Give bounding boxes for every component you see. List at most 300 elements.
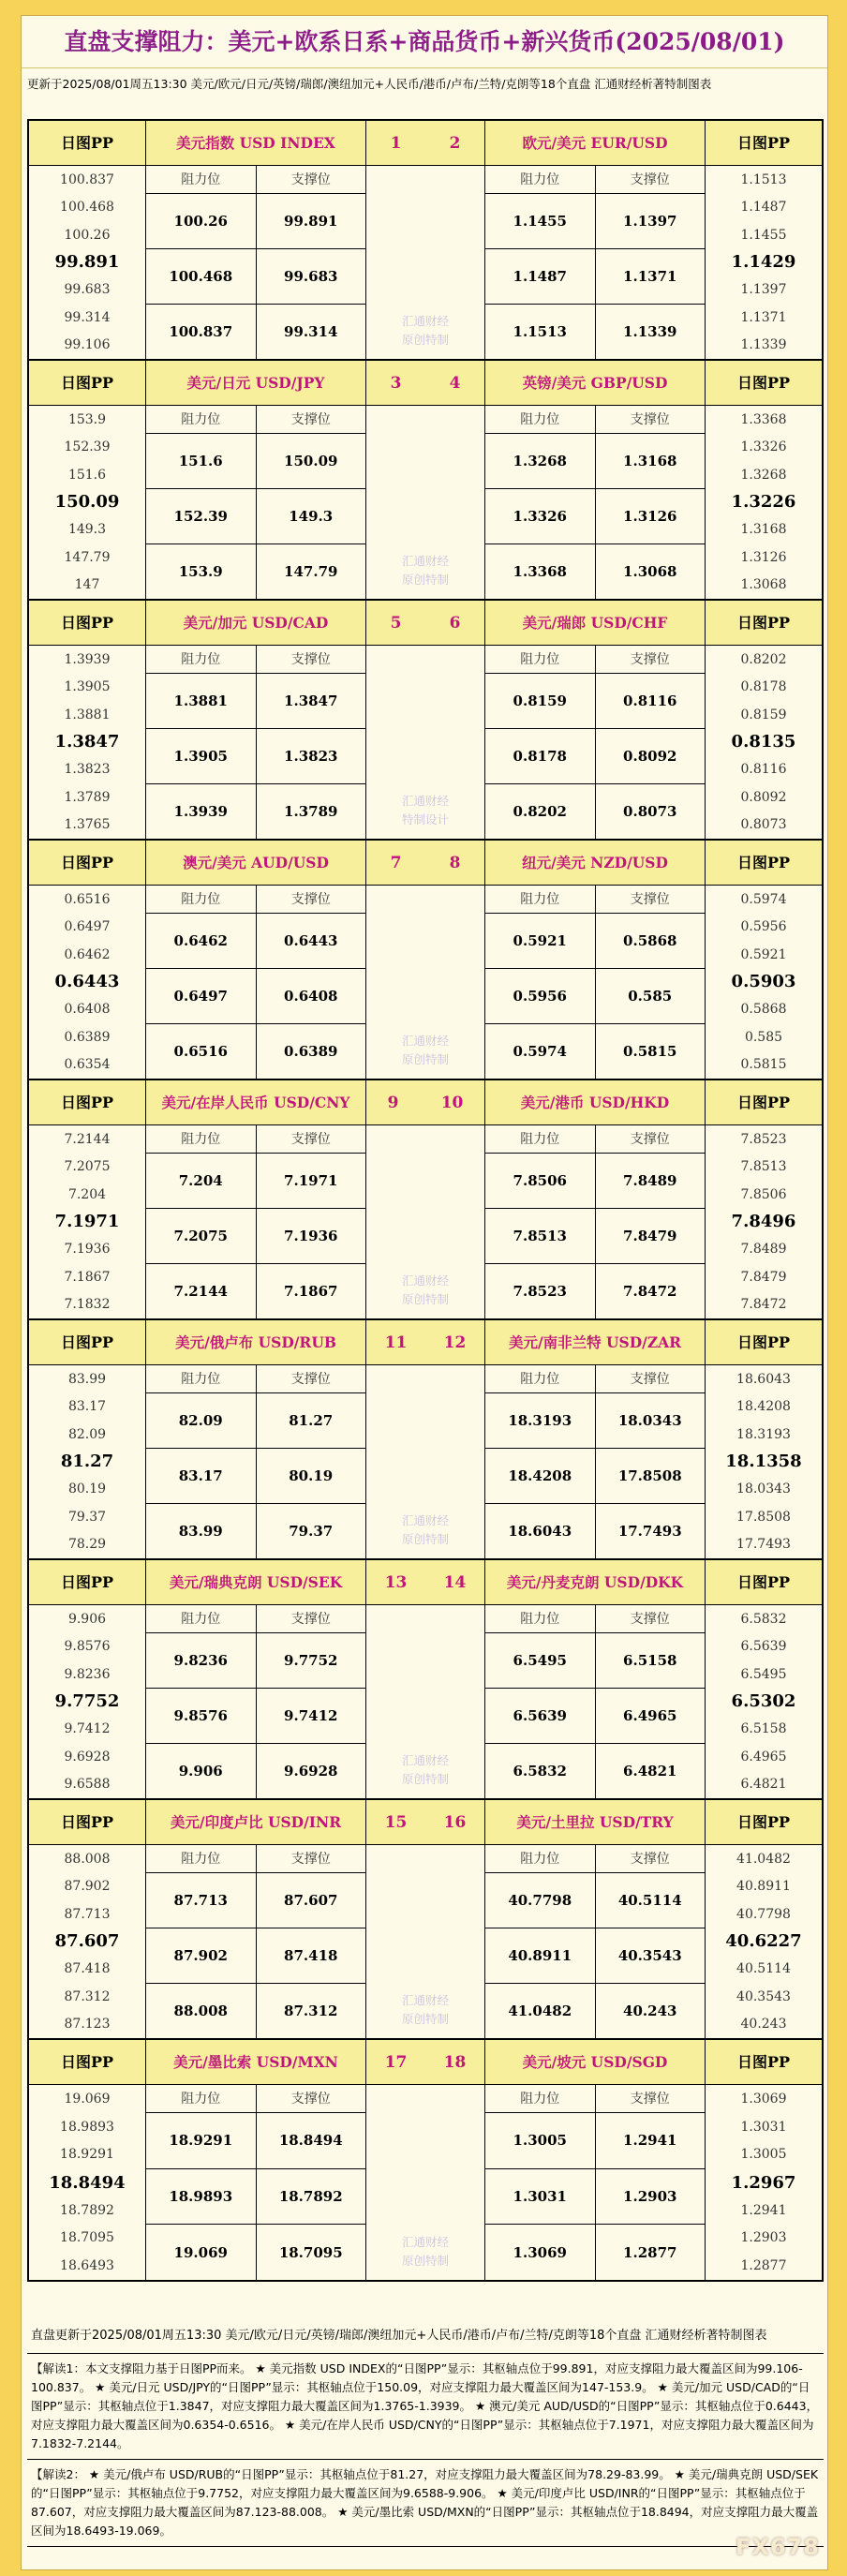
resistance-header: 阻力位 — [485, 886, 596, 913]
pair-name: 美元/坡元 USD/SGD — [485, 2040, 705, 2085]
pp-header: 日图PP — [29, 841, 145, 886]
pair-name: 美元/俄卢布 USD/RUB — [146, 1320, 365, 1365]
pp-level-value: 1.3031 — [740, 2119, 787, 2135]
note-2: 【解读2： ★ 美元/俄卢布 USD/RUB的“日图PP”显示：其枢轴点位于81.27，对应支撑阻力最大覆盖区间为78.29-83.99。 ★ 美元/瑞典克朗 USD/SEK的“日图PP”显示：其枢轴点位于9.7752，对应支撑阻力最大覆盖区间为9.6588-9.906。 ★ 美元/印度卢比 USD/INR的“日图PP”显示：其枢轴点位于87.607，对应支撑阻力最大覆盖区间为87.123-88.008。 ★ 美元/墨比索 USD/MXN的“日图PP”显示：其枢轴点位于18.8494，对应支撑阻力最大覆盖区间为18.6493-19.069。 — [27, 2460, 824, 2547]
level-row — [146, 1984, 365, 2038]
support-value: 1.2903 — [623, 2188, 677, 2205]
pp-level-value: 1.3168 — [740, 522, 787, 538]
center-body — [366, 646, 484, 839]
level-row — [485, 914, 705, 969]
resistance-value: 7.8523 — [485, 1264, 596, 1318]
level-row — [485, 305, 705, 359]
pair-block — [29, 2040, 822, 2280]
pp-level-value: 7.8489 — [740, 1242, 787, 1258]
pair-number: 14 — [443, 1572, 467, 1592]
pp-level-value: 6.4965 — [740, 1749, 787, 1764]
support-value: 1.3168 — [623, 453, 677, 469]
pp-level-value: 87.123 — [64, 2017, 111, 2033]
pp-level-value: 87.418 — [64, 1961, 111, 1977]
support-value: 18.8494 — [278, 2132, 343, 2150]
pair-name: 美元/港币 USD/HKD — [485, 1080, 705, 1125]
support-value: 17.8508 — [617, 1467, 682, 1484]
resistance-value: 9.906 — [146, 1744, 257, 1798]
support-header: 支撑位 — [290, 1612, 331, 1627]
watermark — [366, 312, 484, 350]
pp-level-value: 151.6 — [67, 467, 107, 483]
pp-level-value: 0.5974 — [740, 891, 787, 907]
pp-level-value: 9.8576 — [64, 1639, 111, 1655]
support-value: 81.27 — [289, 1412, 334, 1429]
pp-level-value: 6.5832 — [740, 1611, 787, 1627]
right-pp-column — [705, 1320, 822, 1558]
resistance-header: 阻力位 — [146, 1845, 257, 1872]
pair-block — [29, 1320, 822, 1560]
pp-level-value: 0.6497 — [64, 919, 111, 935]
center-body — [366, 406, 484, 599]
pp-level-value: 18.7095 — [60, 2230, 114, 2246]
pp-header: 日图PP — [706, 361, 822, 406]
support-header: 支撑位 — [290, 892, 331, 907]
column-headers — [146, 1605, 365, 1633]
brand-logo: FX678 — [736, 2534, 820, 2560]
level-row — [485, 249, 705, 305]
support-value: 6.4965 — [623, 1707, 677, 1724]
resistance-value: 7.2144 — [146, 1264, 257, 1318]
pp-level-value: 7.1936 — [64, 1242, 111, 1258]
pair-name: 美元/瑞典克朗 USD/SEK — [146, 1560, 365, 1605]
resistance-value: 152.39 — [146, 489, 257, 543]
resistance-value: 0.8178 — [485, 729, 596, 783]
pair-block — [29, 121, 822, 361]
column-headers — [146, 406, 365, 434]
level-row — [146, 674, 365, 729]
resistance-header: 阻力位 — [485, 1365, 596, 1392]
support-header: 支撑位 — [290, 172, 331, 187]
pp-level-value: 1.2903 — [740, 2230, 787, 2246]
pp-level-value: 7.8506 — [740, 1186, 787, 1202]
support-value: 9.7752 — [284, 1652, 338, 1669]
pp-level-value: 1.1397 — [740, 282, 787, 298]
watermark-line: 汇通财经 — [401, 1034, 449, 1048]
resistance-value: 82.09 — [146, 1393, 257, 1448]
pair-name: 英镑/美元 GBP/USD — [485, 361, 705, 406]
pp-level-value: 1.3368 — [740, 411, 787, 427]
center-column — [366, 1800, 484, 2038]
resistance-value: 100.837 — [146, 305, 257, 359]
level-row — [146, 1393, 365, 1449]
right-pp-column — [705, 2040, 822, 2280]
support-value: 7.1936 — [284, 1228, 338, 1244]
center-body — [366, 1845, 484, 2038]
support-header: 支撑位 — [630, 172, 670, 187]
pp-level-value: 0.6389 — [64, 1029, 111, 1045]
resistance-value: 9.8236 — [146, 1633, 257, 1688]
pp-header: 日图PP — [29, 121, 145, 166]
pp-level-value: 17.8508 — [736, 1509, 791, 1525]
pair-block — [29, 601, 822, 841]
pp-level-value: 18.4208 — [736, 1399, 791, 1415]
level-row — [485, 489, 705, 544]
support-value: 0.6443 — [284, 932, 338, 949]
pair-number: 2 — [449, 133, 461, 153]
resistance-header: 阻力位 — [146, 2085, 257, 2112]
left-pp-column — [29, 121, 146, 359]
pair-number: 18 — [443, 2052, 467, 2072]
level-row — [485, 1154, 705, 1209]
resistance-header: 阻力位 — [146, 646, 257, 673]
level-row — [485, 1024, 705, 1079]
pivot-point-value: 81.27 — [60, 1452, 114, 1472]
resistance-header: 阻力位 — [485, 646, 596, 673]
resistance-header: 阻力位 — [485, 1845, 596, 1872]
watermark-line: 原创特制 — [401, 333, 449, 347]
resistance-value: 1.1487 — [485, 249, 596, 304]
resistance-value: 6.5495 — [485, 1633, 596, 1688]
pp-level-value: 7.204 — [67, 1186, 107, 1202]
pp-level-value: 7.8472 — [740, 1297, 787, 1313]
level-row — [146, 489, 365, 544]
pp-level-value: 7.8513 — [740, 1159, 787, 1175]
level-row — [485, 544, 705, 599]
right-pp-column — [705, 121, 822, 359]
level-row — [146, 305, 365, 359]
level-row — [485, 2169, 705, 2226]
pp-level-value: 7.2144 — [64, 1131, 111, 1147]
right-pair-pane — [484, 1080, 705, 1318]
resistance-header: 阻力位 — [146, 1605, 257, 1632]
resistance-value: 0.5921 — [485, 914, 596, 968]
pp-level-value: 1.3126 — [740, 549, 787, 565]
column-headers — [485, 2085, 705, 2113]
level-row — [146, 914, 365, 969]
pp-level-value: 152.39 — [64, 439, 111, 455]
pp-level-value: 9.8236 — [64, 1666, 111, 1682]
left-pp-column — [29, 361, 146, 599]
support-value: 1.3847 — [284, 692, 338, 709]
pp-level-value: 83.99 — [67, 1371, 107, 1387]
pivot-grid — [27, 119, 824, 2282]
center-body — [366, 1125, 484, 1318]
resistance-value: 1.3069 — [485, 2225, 596, 2280]
resistance-value: 100.468 — [146, 249, 257, 304]
pp-level-value: 0.5921 — [740, 946, 787, 962]
level-row — [485, 674, 705, 729]
right-pair-pane — [484, 601, 705, 839]
pair-number: 9 — [387, 1093, 399, 1112]
pp-level-value: 1.3069 — [740, 2091, 787, 2107]
pp-level-value: 18.9893 — [60, 2119, 114, 2135]
support-value: 87.418 — [284, 1947, 338, 1964]
pp-level-value: 100.837 — [60, 171, 114, 187]
resistance-value: 18.9893 — [146, 2169, 257, 2225]
support-value: 7.8472 — [623, 1283, 677, 1300]
pp-level-value: 1.3881 — [64, 707, 111, 722]
level-row — [146, 1744, 365, 1798]
resistance-value: 0.5974 — [485, 1024, 596, 1079]
support-value: 1.3068 — [623, 563, 677, 580]
watermark — [366, 1272, 484, 1309]
support-header: 支撑位 — [630, 652, 670, 667]
support-header: 支撑位 — [630, 1852, 670, 1867]
pp-level-value: 99.106 — [64, 337, 111, 353]
resistance-value: 7.8513 — [485, 1209, 596, 1263]
pair-name: 美元/丹麦克朗 USD/DKK — [485, 1560, 705, 1605]
pair-number: 10 — [440, 1093, 464, 1112]
center-body — [366, 2085, 484, 2280]
watermark — [366, 1991, 484, 2029]
level-row — [485, 1689, 705, 1744]
pair-number: 12 — [443, 1333, 467, 1352]
left-pp-column — [29, 1320, 146, 1558]
center-body — [366, 1365, 484, 1558]
support-header: 支撑位 — [630, 1372, 670, 1387]
pp-level-value: 9.6588 — [64, 1777, 111, 1793]
level-row — [146, 544, 365, 599]
level-row — [485, 784, 705, 839]
pair-numbers — [366, 1080, 484, 1125]
left-pair-pane — [146, 121, 366, 359]
right-pp-column — [705, 601, 822, 839]
pair-name: 美元/瑞郎 USD/CHF — [485, 601, 705, 646]
level-row — [146, 784, 365, 839]
support-value: 1.3789 — [284, 803, 338, 820]
pp-level-value: 87.902 — [64, 1879, 111, 1895]
pp-level-value: 19.069 — [64, 2091, 111, 2107]
center-body — [366, 886, 484, 1079]
support-value: 18.0343 — [617, 1412, 682, 1429]
pair-numbers — [366, 601, 484, 646]
left-pp-column — [29, 601, 146, 839]
support-value: 147.79 — [284, 563, 338, 580]
column-headers — [485, 166, 705, 194]
left-pair-pane — [146, 1800, 366, 2038]
column-headers — [146, 1845, 365, 1873]
pp-level-value: 1.3005 — [740, 2147, 787, 2163]
level-row — [485, 2225, 705, 2280]
watermark — [366, 1511, 484, 1549]
level-row — [485, 729, 705, 784]
left-pair-pane — [146, 2040, 366, 2280]
pp-level-value: 0.8202 — [740, 651, 787, 667]
pp-header: 日图PP — [706, 2040, 822, 2085]
resistance-value: 6.5639 — [485, 1689, 596, 1743]
support-header: 支撑位 — [630, 2092, 670, 2107]
watermark-line: 汇通财经 — [401, 1993, 449, 2007]
level-row — [146, 969, 365, 1024]
resistance-value: 0.6516 — [146, 1024, 257, 1079]
pair-block — [29, 1560, 822, 1800]
watermark-line: 原创特制 — [401, 573, 449, 587]
support-value: 1.1339 — [623, 323, 677, 340]
resistance-header: 阻力位 — [485, 2085, 596, 2112]
pp-level-value: 79.37 — [67, 1509, 107, 1525]
pp-level-value: 99.314 — [64, 309, 111, 325]
pair-name: 欧元/美元 EUR/USD — [485, 121, 705, 166]
update-text: 更新于2025/08/01周五13:30 美元/欧元/日元/英镑/瑞郎/澳纽加元+人民币/港币/卢布/兰特/克朗等18个直盘 汇通财经析著特制图表 — [27, 77, 712, 91]
center-column — [366, 121, 484, 359]
left-pp-column — [29, 1080, 146, 1318]
pp-level-value: 0.6354 — [64, 1057, 111, 1073]
pair-name: 美元指数 USD INDEX — [146, 121, 365, 166]
support-value: 0.5815 — [623, 1043, 677, 1060]
support-value: 1.1397 — [623, 213, 677, 230]
resistance-value: 40.7798 — [485, 1873, 596, 1928]
support-value: 0.6408 — [284, 988, 338, 1005]
left-pair-pane — [146, 361, 366, 599]
pair-number: 16 — [443, 1812, 467, 1832]
right-pair-pane — [484, 1800, 705, 2038]
support-value: 40.243 — [623, 2003, 677, 2019]
watermark-line: 汇通财经 — [401, 554, 449, 568]
watermark — [366, 1032, 484, 1069]
level-row — [146, 1154, 365, 1209]
support-value: 18.7892 — [278, 2188, 343, 2205]
resistance-value: 18.9291 — [146, 2113, 257, 2168]
column-headers — [485, 1365, 705, 1393]
pp-header: 日图PP — [706, 1080, 822, 1125]
pivot-point-value: 1.1429 — [731, 252, 796, 273]
center-column — [366, 361, 484, 599]
pp-level-value: 78.29 — [67, 1537, 107, 1553]
pair-block — [29, 841, 822, 1080]
level-row — [485, 1449, 705, 1504]
column-headers — [485, 1605, 705, 1633]
level-row — [485, 1744, 705, 1798]
pair-number: 7 — [390, 853, 402, 872]
pp-level-value: 1.1339 — [740, 337, 787, 353]
resistance-value: 0.8159 — [485, 674, 596, 728]
level-row — [146, 2225, 365, 2280]
pair-name: 纽元/美元 NZD/USD — [485, 841, 705, 886]
support-value: 149.3 — [289, 508, 334, 525]
support-value: 80.19 — [289, 1467, 334, 1484]
support-header: 支撑位 — [290, 1132, 331, 1147]
level-row — [485, 1633, 705, 1689]
column-headers — [485, 1845, 705, 1873]
resistance-header: 阻力位 — [146, 886, 257, 913]
pp-header: 日图PP — [29, 601, 145, 646]
support-value: 6.5158 — [623, 1652, 677, 1669]
pivot-point-value: 7.1971 — [54, 1212, 120, 1232]
pp-level-value: 0.6462 — [64, 946, 111, 962]
support-header: 支撑位 — [630, 892, 670, 907]
pp-level-value: 6.4821 — [740, 1777, 787, 1793]
pivot-point-value: 1.3226 — [731, 492, 796, 513]
pair-numbers — [366, 121, 484, 166]
support-value: 0.585 — [628, 988, 673, 1005]
pair-number: 15 — [384, 1812, 408, 1832]
level-row — [485, 194, 705, 249]
resistance-value: 83.99 — [146, 1504, 257, 1558]
pair-name: 美元/土里拉 USD/TRY — [485, 1800, 705, 1845]
pp-level-value: 40.8911 — [736, 1879, 791, 1895]
pp-level-value: 1.3823 — [64, 762, 111, 778]
resistance-header: 阻力位 — [485, 1125, 596, 1153]
level-row — [485, 1928, 705, 1984]
pp-level-value: 149.3 — [67, 522, 107, 538]
support-value: 17.7493 — [617, 1523, 682, 1540]
watermark-line: 原创特制 — [401, 2254, 449, 2268]
pp-level-value: 0.6408 — [64, 1002, 111, 1018]
pp-level-value: 18.9291 — [60, 2147, 114, 2163]
pp-level-value: 1.3789 — [64, 789, 111, 805]
pp-level-value: 80.19 — [67, 1482, 107, 1497]
level-row — [146, 434, 365, 489]
resistance-value: 87.713 — [146, 1873, 257, 1928]
pp-level-value: 1.3326 — [740, 439, 787, 455]
pp-level-value: 40.7798 — [736, 1906, 791, 1922]
level-row — [146, 194, 365, 249]
right-pp-column — [705, 1560, 822, 1798]
level-row — [485, 434, 705, 489]
left-pp-column — [29, 841, 146, 1079]
resistance-value: 40.8911 — [485, 1928, 596, 1983]
pp-level-value: 1.3068 — [740, 577, 787, 593]
footer-update-text: 直盘更新于2025/08/01周五13:30 美元/欧元/日元/英镑/瑞郎/澳纽加元+人民币/港币/卢布/兰特/克朗等18个直盘 汇通财经析著特制图表 — [27, 2321, 824, 2354]
pivot-point-value: 0.6443 — [54, 972, 120, 992]
resistance-value: 100.26 — [146, 194, 257, 248]
level-row — [146, 1689, 365, 1744]
level-row — [146, 1209, 365, 1264]
footer — [27, 2321, 824, 2547]
column-headers — [485, 886, 705, 914]
pair-number: 3 — [390, 373, 402, 393]
resistance-value: 1.3031 — [485, 2169, 596, 2225]
pp-level-value: 7.1832 — [64, 1297, 111, 1313]
level-row — [146, 249, 365, 305]
pp-level-value: 9.906 — [67, 1611, 107, 1627]
pivot-point-value: 1.2967 — [731, 2172, 796, 2193]
pp-level-value: 7.8523 — [740, 1131, 787, 1147]
pair-number: 6 — [449, 613, 461, 633]
support-value: 9.6928 — [284, 1763, 338, 1779]
resistance-header: 阻力位 — [146, 1125, 257, 1153]
pp-level-value: 0.5868 — [740, 1002, 787, 1018]
pair-number: 8 — [449, 853, 461, 872]
pp-level-value: 7.8479 — [740, 1269, 787, 1285]
level-row — [485, 1209, 705, 1264]
support-value: 40.3543 — [617, 1947, 682, 1964]
pivot-point-value: 0.8135 — [731, 732, 796, 752]
pair-numbers — [366, 841, 484, 886]
pp-level-value: 6.5495 — [740, 1666, 787, 1682]
resistance-header: 阻力位 — [485, 1605, 596, 1632]
center-body — [366, 166, 484, 359]
level-row — [146, 2169, 365, 2226]
support-header: 支撑位 — [290, 1372, 331, 1387]
column-headers — [146, 886, 365, 914]
resistance-value: 7.204 — [146, 1154, 257, 1208]
pp-level-value: 1.3905 — [64, 679, 111, 695]
pp-level-value: 1.1371 — [740, 309, 787, 325]
pp-header: 日图PP — [29, 1320, 145, 1365]
level-row — [485, 1984, 705, 2038]
pp-level-value: 1.1513 — [740, 171, 787, 187]
left-pair-pane — [146, 601, 366, 839]
pp-level-value: 9.7412 — [64, 1721, 111, 1737]
pp-header: 日图PP — [706, 1560, 822, 1605]
watermark-line: 原创特制 — [401, 1772, 449, 1786]
support-value: 7.1867 — [284, 1283, 338, 1300]
pp-level-value: 100.26 — [64, 227, 111, 243]
pp-level-value: 1.3268 — [740, 467, 787, 483]
pair-name: 澳元/美元 AUD/USD — [146, 841, 365, 886]
resistance-value: 18.6043 — [485, 1504, 596, 1558]
pp-level-value: 18.0343 — [736, 1482, 791, 1497]
pivot-point-value: 18.1358 — [725, 1452, 802, 1472]
right-pair-pane — [484, 361, 705, 599]
resistance-header: 阻力位 — [146, 406, 257, 433]
